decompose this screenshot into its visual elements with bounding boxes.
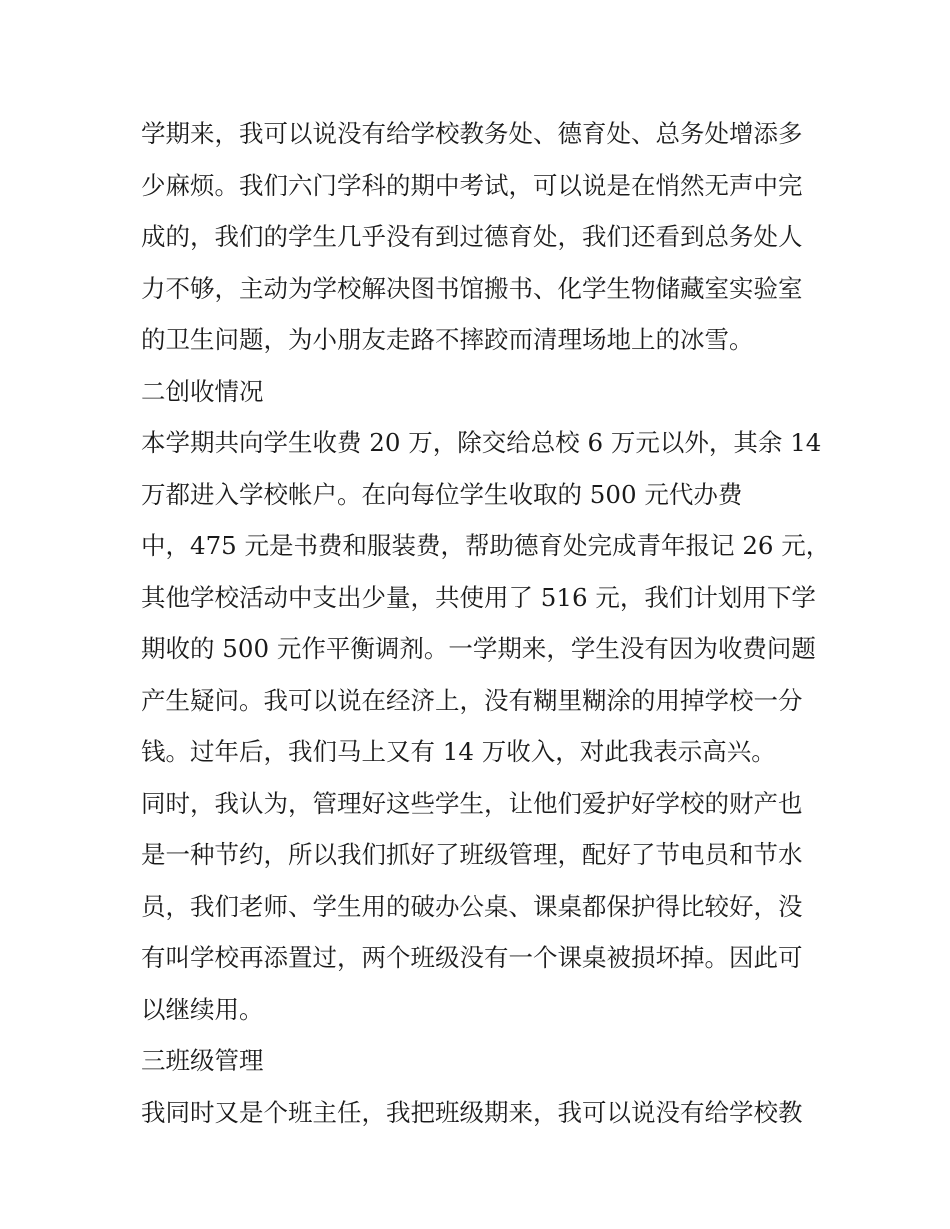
text-line: 期收的 500 元作平衡调剂。一学期来，学生没有因为收费问题 — [141, 634, 816, 663]
text-line: 是一种节约，所以我们抓好了班级管理，配好了节电员和节水 — [141, 840, 803, 869]
text-line: 万都进入学校帐户。在向每位学生收取的 500 元代办费 — [141, 479, 743, 509]
document-body — [141, 108, 831, 1138]
text-line: 成的，我们的学生几乎没有到过德育处，我们还看到总务处人 — [141, 222, 803, 251]
section-heading-income: 二创收情况 — [141, 376, 264, 406]
text-line: 同时，我认为，管理好这些学生，让他们爱护好学校的财产也 — [141, 788, 803, 818]
text-line: 其他学校活动中支出少量，共使用了 516 元，我们计划用下学 — [141, 582, 816, 612]
text-line: 本学期共向学生收费 20 万，除交给总校 6 万元以外，其余 14 — [141, 428, 822, 457]
text-line: 以继续用。 — [141, 994, 264, 1024]
text-line: 我同时又是个班主任，我把班级期来，我可以说没有给学校教 — [141, 1097, 803, 1127]
text-line: 力不够，主动为学校解决图书馆搬书、化学生物储藏室实验室 — [141, 273, 803, 303]
text-line: 中，475 元是书费和服装费，帮助德育处完成青年报记 26 元， — [141, 531, 831, 560]
text-line: 有叫学校再添置过，两个班级没有一个课桌被损坏掉。因此可 — [141, 943, 803, 972]
text-line: 钱。过年后，我们马上又有 14 万收入，对此我表示高兴。 — [141, 737, 776, 766]
text-line: 学期来，我可以说没有给学校教务处、德育处、总务处增添多 — [141, 119, 803, 148]
section-heading-class-management: 三班级管理 — [141, 1046, 264, 1075]
text-line: 少麻烦。我们六门学科的期中考试，可以说是在悄然无声中完 — [141, 170, 803, 200]
text-line: 员，我们老师、学生用的破办公桌、课桌都保护得比较好，没 — [141, 891, 803, 921]
text-line: 产生疑问。我可以说在经济上，没有糊里糊涂的用掉学校一分 — [141, 685, 803, 715]
text-line: 的卫生问题，为小朋友走路不摔跤而清理场地上的冰雪。 — [141, 325, 754, 354]
